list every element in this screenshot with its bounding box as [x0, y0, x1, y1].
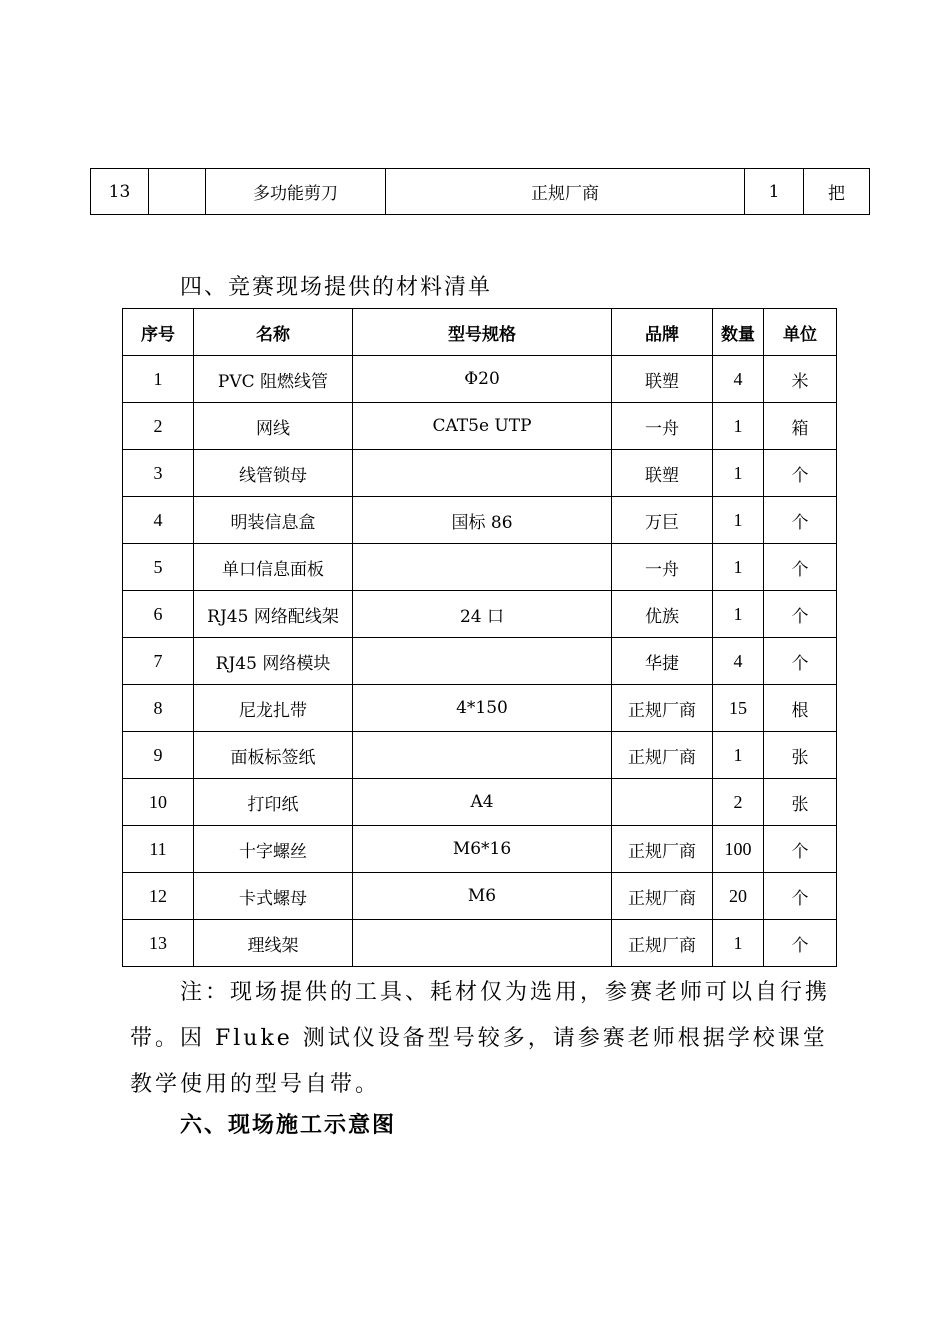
header-cell: 序号 [123, 309, 194, 356]
item-name: RJ45 网络配线架 [194, 591, 353, 638]
item-unit: 个 [764, 591, 837, 638]
header-cell: 数量 [713, 309, 764, 356]
item-name: RJ45 网络模块 [194, 638, 353, 685]
row-number: 5 [123, 544, 194, 591]
item-unit: 把 [804, 169, 870, 215]
row-number: 1 [123, 356, 194, 403]
item-unit: 箱 [764, 403, 837, 450]
item-qty: 100 [713, 826, 764, 873]
section-heading: 四、竞赛现场提供的材料清单 [180, 275, 493, 300]
item-name: 打印纸 [194, 779, 353, 826]
section-heading: 六、现场施工示意图 [180, 1113, 397, 1138]
table-row [123, 873, 837, 920]
item-qty: 1 [713, 497, 764, 544]
item-qty: 20 [713, 873, 764, 920]
note-paragraph: 注：现场提供的工具、耗材仅为选用，参赛老师可以自行携带。因 Fluke 测试仪设备型号较多，请参赛老师根据学校课堂教学使用的型号自带。 [130, 980, 831, 1097]
header-cell: 单位 [764, 309, 837, 356]
item-unit: 张 [764, 779, 837, 826]
item-qty: 1 [713, 732, 764, 779]
item-unit: 个 [764, 826, 837, 873]
item-brand: 正规厂商 [612, 826, 713, 873]
item-spec [353, 544, 612, 591]
item-name: 明装信息盒 [194, 497, 353, 544]
table-row [123, 544, 837, 591]
item-name: 十字螺丝 [194, 826, 353, 873]
header-cell: 名称 [194, 309, 353, 356]
row-number: 11 [123, 826, 194, 873]
row-number: 12 [123, 873, 194, 920]
item-qty: 1 [713, 591, 764, 638]
item-spec [353, 638, 612, 685]
table-row [123, 591, 837, 638]
item-name: PVC 阻燃线管 [194, 356, 353, 403]
item-qty: 1 [713, 920, 764, 967]
item-brand: 优族 [612, 591, 713, 638]
item-name: 多功能剪刀 [206, 169, 386, 215]
item-spec: M6 [353, 873, 612, 920]
item-spec: A4 [353, 779, 612, 826]
item-qty: 15 [713, 685, 764, 732]
item-qty: 1 [713, 403, 764, 450]
row-number: 6 [123, 591, 194, 638]
item-unit: 个 [764, 873, 837, 920]
table-header-row [123, 309, 837, 356]
item-spec [353, 732, 612, 779]
item-spec: CAT5e UTP [353, 403, 612, 450]
item-name: 网线 [194, 403, 353, 450]
table-row [123, 356, 837, 403]
item-name: 单口信息面板 [194, 544, 353, 591]
item-unit: 根 [764, 685, 837, 732]
item-spec [353, 920, 612, 967]
item-name: 卡式螺母 [194, 873, 353, 920]
table-row [123, 779, 837, 826]
table-row [123, 497, 837, 544]
item-spec [353, 450, 612, 497]
item-brand [612, 779, 713, 826]
header-cell: 品牌 [612, 309, 713, 356]
item-spec: Φ20 [353, 356, 612, 403]
item-name: 线管锁母 [194, 450, 353, 497]
item-name: 理线架 [194, 920, 353, 967]
item-unit: 个 [764, 497, 837, 544]
row-number: 2 [123, 403, 194, 450]
item-unit: 个 [764, 920, 837, 967]
item-unit: 个 [764, 544, 837, 591]
header-cell: 型号规格 [353, 309, 612, 356]
row-number: 9 [123, 732, 194, 779]
table-row [123, 403, 837, 450]
item-spec: M6*16 [353, 826, 612, 873]
row-number: 13 [123, 920, 194, 967]
item-spec: 4*150 [353, 685, 612, 732]
tools-table-tail [90, 168, 870, 215]
item-qty: 4 [713, 356, 764, 403]
item-unit: 张 [764, 732, 837, 779]
item-qty: 1 [713, 544, 764, 591]
row-number: 3 [123, 450, 194, 497]
item-qty: 2 [713, 779, 764, 826]
item-unit: 个 [764, 638, 837, 685]
row-number: 13 [91, 169, 149, 215]
row-number: 7 [123, 638, 194, 685]
item-qty: 1 [745, 169, 804, 215]
item-brand: 华捷 [612, 638, 713, 685]
table-row [123, 450, 837, 497]
table-row [123, 920, 837, 967]
item-brand: 万巨 [612, 497, 713, 544]
item-unit: 米 [764, 356, 837, 403]
table-row [123, 732, 837, 779]
item-name: 尼龙扎带 [194, 685, 353, 732]
row-number: 8 [123, 685, 194, 732]
item-spec: 国标 86 [353, 497, 612, 544]
table-row [123, 685, 837, 732]
row-number: 10 [123, 779, 194, 826]
item-name: 面板标签纸 [194, 732, 353, 779]
item-brand: 正规厂商 [612, 732, 713, 779]
item-brand: 联塑 [612, 450, 713, 497]
item-spec: 24 口 [353, 591, 612, 638]
table-row [123, 826, 837, 873]
item-brand: 联塑 [612, 356, 713, 403]
table-row [123, 638, 837, 685]
table-row [91, 169, 870, 215]
item-brand: 正规厂商 [612, 685, 713, 732]
item-brand: 正规厂商 [612, 873, 713, 920]
empty-cell [149, 169, 206, 215]
item-brand: 正规厂商 [612, 920, 713, 967]
item-unit: 个 [764, 450, 837, 497]
materials-table [122, 308, 837, 967]
item-qty: 4 [713, 638, 764, 685]
row-number: 4 [123, 497, 194, 544]
item-qty: 1 [713, 450, 764, 497]
item-brand: 一舟 [612, 544, 713, 591]
item-spec: 正规厂商 [386, 169, 745, 215]
item-brand: 一舟 [612, 403, 713, 450]
